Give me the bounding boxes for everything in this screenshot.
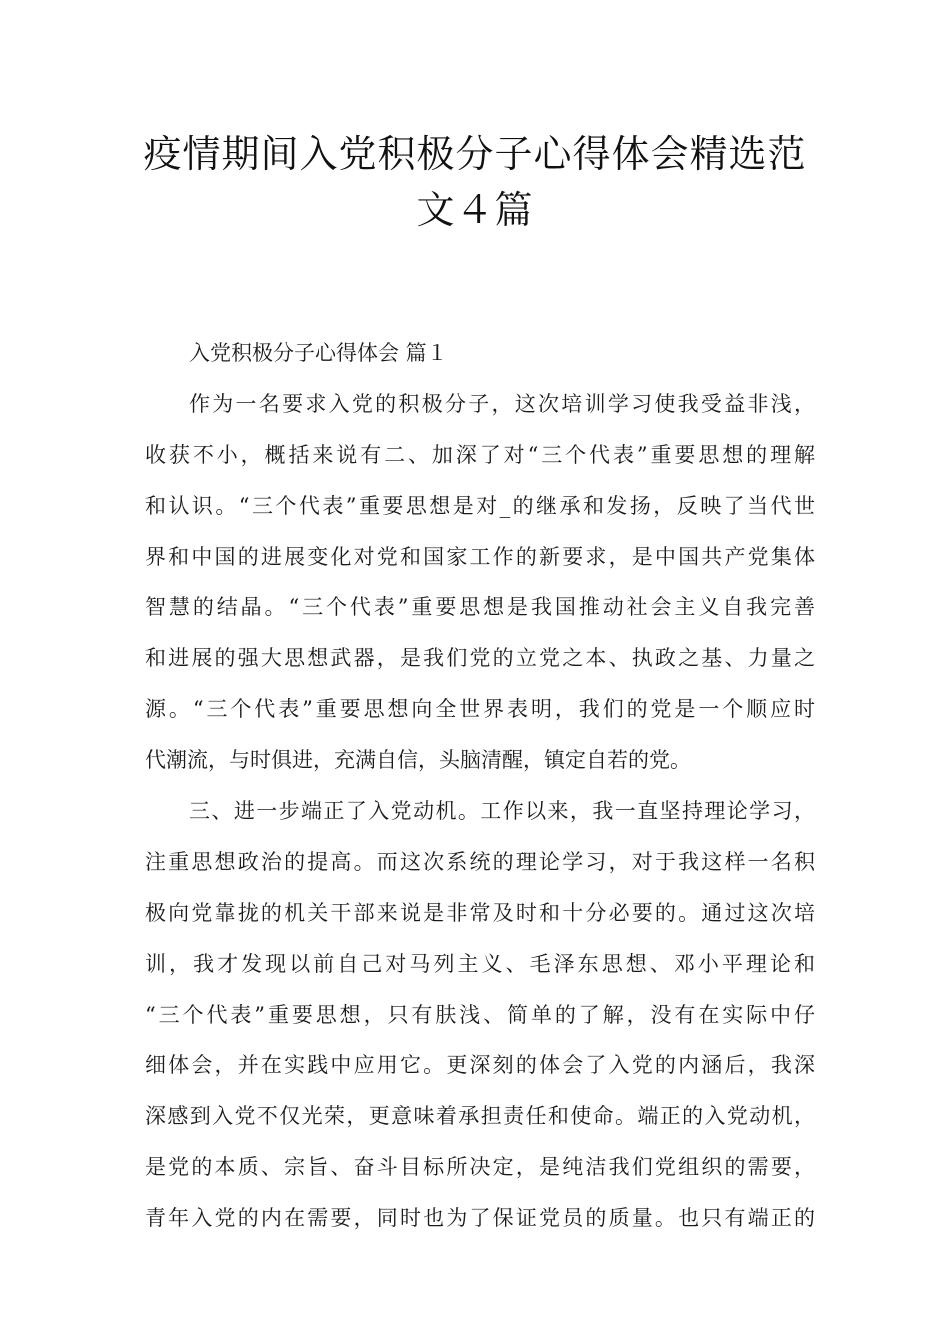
document-body	[145, 328, 815, 1244]
paragraph-line: 源。“三个代表”重要思想向全世界表明，我们的党是一个顺应时	[145, 697, 815, 722]
paragraph-line: 三、进一步端正了入党动机。工作以来，我一直坚持理论学习，	[189, 799, 815, 824]
paragraph-line: 训，我才发现以前自己对马列主义、毛泽东思想、邓小平理论和	[145, 951, 815, 976]
paragraph-line: 智慧的结晶。“三个代表”重要思想是我国推动社会主义自我完善	[145, 595, 815, 620]
paragraph-line: 和认识。“三个代表”重要思想是对_的继承和发扬，反映了当代世	[145, 493, 815, 518]
paragraph-line: 细体会，并在实践中应用它。更深刻的体会了入党的内涵后，我深	[145, 1053, 815, 1078]
document-title	[100, 126, 850, 238]
title-line-1: 疫情期间入党积极分子心得体会精选范	[143, 132, 807, 176]
paragraph-line: 注重思想政治的提高。而这次系统的理论学习，对于我这样一名积	[145, 849, 815, 874]
paragraph-line: 是党的本质、宗旨、奋斗目标所决定，是纯洁我们党组织的需要，	[145, 1155, 815, 1180]
paragraph-line: “三个代表”重要思想，只有肤浅、简单的了解，没有在实际中仔	[145, 1002, 815, 1027]
paragraph-line: 极向党靠拢的机关干部来说是非常及时和十分必要的。通过这次培	[145, 900, 815, 925]
paragraph-line: 和进展的强大思想武器，是我们党的立党之本、执政之基、力量之	[145, 646, 815, 671]
paragraph-line: 界和中国的进展变化对党和国家工作的新要求，是中国共产党集体	[145, 544, 815, 569]
paragraph-line: 代潮流，与时俱进，充满自信，头脑清醒，镇定自若的党。	[145, 748, 691, 773]
paragraph-line: 作为一名要求入党的积极分子，这次培训学习使我受益非浅，	[189, 391, 815, 416]
paragraph-1	[145, 379, 815, 786]
paragraph-line: 深感到入党不仅光荣，更意味着承担责任和使命。端正的入党动机，	[145, 1104, 815, 1129]
paragraph-2	[145, 786, 815, 1244]
section-heading: 入党积极分子心得体会 篇１	[189, 341, 448, 365]
paragraph-line: 收获不小，概括来说有二、加深了对“三个代表”重要思想的理解	[145, 442, 815, 467]
paragraph-line: 青年入党的内在需要，同时也为了保证党员的质量。也只有端正的	[145, 1206, 815, 1231]
title-line-2: 文４篇	[416, 188, 534, 232]
